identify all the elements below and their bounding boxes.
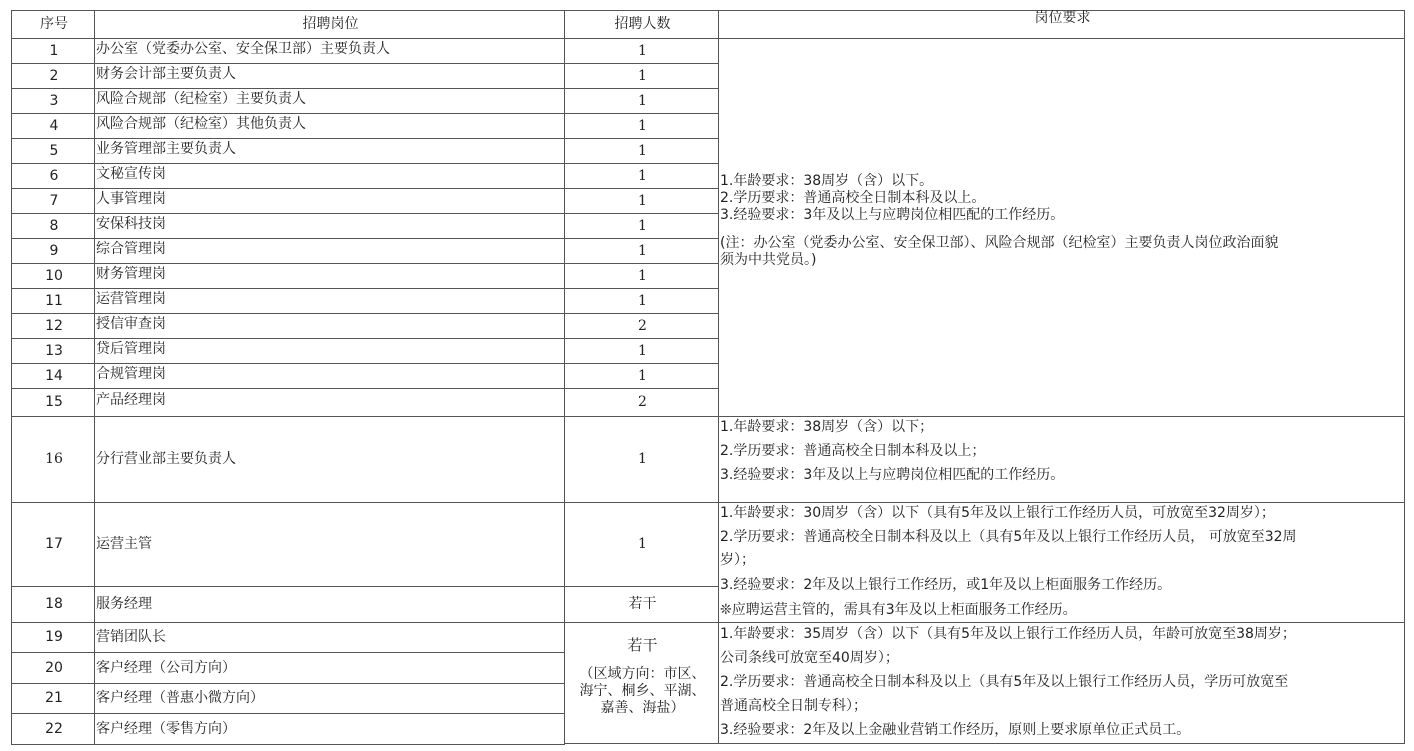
position-name: 业务管理部主要负责人 (96, 141, 236, 157)
row-position-cell (94, 88, 565, 114)
column-header: 招聘岗位 (302, 16, 359, 32)
row-number: 1 (49, 43, 59, 59)
headcount: 1 (638, 243, 647, 259)
row-count-cell (564, 163, 719, 189)
row-no-cell (11, 163, 95, 189)
row-number: 21 (45, 690, 63, 706)
row-count-cell (564, 502, 719, 587)
row-position-cell (94, 683, 565, 714)
requirements-cell-16 (718, 416, 1405, 503)
column-header: 招聘人数 (614, 16, 671, 32)
row-count-cell (564, 238, 719, 264)
header-count (564, 10, 719, 39)
position-name: 客户经理（公司方向） (96, 660, 236, 676)
position-name: 合规管理岗 (96, 366, 166, 382)
row-count-cell (564, 313, 719, 339)
req-experience: 3.经验要求：3年及以上与应聘岗位相匹配的工作经历。 (720, 207, 1065, 223)
headcount: 2 (638, 318, 647, 334)
headcount: 若干 (628, 596, 657, 612)
row-number: 6 (49, 168, 59, 184)
row-position-cell (94, 138, 565, 164)
headcount: 1 (638, 168, 647, 184)
position-name: 综合管理岗 (96, 241, 166, 257)
row-position-cell (94, 586, 565, 623)
headcount: 1 (638, 268, 647, 284)
position-name: 财务管理岗 (96, 266, 166, 282)
row-count-cell (564, 416, 719, 503)
headcount: 1 (638, 293, 647, 309)
row-count-cell (564, 88, 719, 114)
position-name: 授信审查岗 (96, 316, 166, 332)
row-count-cell (564, 338, 719, 364)
row-count-cell (564, 138, 719, 164)
row-no-cell (11, 138, 95, 164)
row-position-cell (94, 38, 565, 64)
req-education: 2.学历要求：普通高校全日制本科及以上。 (720, 190, 986, 206)
row-count-cell (564, 38, 719, 64)
row-number: 8 (49, 218, 59, 234)
req-education-cont: 普通高校全日制专科）； (720, 698, 867, 714)
req-education: 2.学历要求：普通高校全日制本科及以上（具有5年及以上银行工作经历人员， 可放宽至32周 (720, 529, 1297, 545)
headcount: 2 (638, 394, 647, 410)
position-name: 文秘宣传岗 (96, 166, 166, 182)
row-count-cell (564, 113, 719, 139)
requirements-cell-19-22 (718, 622, 1405, 744)
row-number: 15 (45, 394, 63, 410)
row-no-cell (11, 113, 95, 139)
row-position-cell (94, 213, 565, 239)
row-number: 7 (49, 193, 59, 209)
header-no (11, 10, 95, 39)
position-name: 贷后管理岗 (96, 341, 166, 357)
row-position-cell (94, 63, 565, 89)
req-note: (注：办公室（党委办公室、安全保卫部）、风险合规部（纪检室）主要负责人岗位政治面貌 (720, 235, 1279, 251)
position-name: 风险合规部（纪检室）其他负责人 (96, 116, 306, 132)
row-number: 4 (49, 118, 59, 134)
row-number: 14 (45, 368, 63, 384)
header-position (94, 10, 565, 39)
row-number: 20 (45, 660, 63, 676)
row-number: 3 (49, 93, 59, 109)
headcount: 1 (638, 68, 647, 84)
row-no-cell (11, 213, 95, 239)
row-number: 11 (45, 293, 63, 309)
row-number: 12 (45, 318, 63, 334)
headcount: 1 (638, 118, 647, 134)
row-number: 10 (45, 268, 63, 284)
req-experience: 3.经验要求：3年及以上与应聘岗位相匹配的工作经历。 (720, 467, 1065, 483)
row-position-cell (94, 288, 565, 314)
row-number: 18 (45, 596, 63, 612)
row-number: 13 (45, 343, 63, 359)
row-no-cell (11, 38, 95, 64)
req-age: 1.年龄要求：30周岁（含）以下（具有5年及以上银行工作经历人员，可放宽至32周岁）； (720, 505, 1275, 521)
row-no-cell (11, 238, 95, 264)
row-position-cell (94, 163, 565, 189)
position-name: 服务经理 (96, 596, 152, 612)
req-education-cont: 岁）； (720, 552, 755, 568)
count-cell-19-22 (564, 622, 719, 744)
headcount: 1 (638, 43, 647, 59)
position-name: 客户经理（普惠小微方向） (96, 690, 264, 706)
row-no-cell (11, 313, 95, 339)
headcount: 1 (638, 143, 647, 159)
headcount: 1 (638, 536, 647, 552)
row-count-cell (564, 213, 719, 239)
req-education: 2.学历要求：普通高校全日制本科及以上（具有5年及以上银行工作经历人员，学历可放宽至 (720, 674, 1289, 690)
req-note: ❊应聘运营主管的，需具有3年及以上柜面服务工作经历。 (720, 602, 1077, 618)
position-name: 人事管理岗 (96, 191, 166, 207)
requirements-cell-1-15 (718, 38, 1405, 417)
position-name: 运营管理岗 (96, 291, 166, 307)
row-number: 2 (49, 68, 59, 84)
row-position-cell (94, 388, 565, 417)
headcount: 1 (638, 93, 647, 109)
row-no-cell (11, 388, 95, 417)
row-number: 22 (45, 721, 63, 737)
row-position-cell (94, 502, 565, 587)
row-number: 9 (49, 243, 59, 259)
position-name: 产品经理岗 (96, 392, 166, 408)
row-count-cell (564, 388, 719, 417)
row-count-cell (564, 63, 719, 89)
row-no-cell (11, 63, 95, 89)
row-position-cell (94, 263, 565, 289)
row-number: 16 (45, 451, 63, 467)
row-no-cell (11, 88, 95, 114)
row-no-cell (11, 263, 95, 289)
row-position-cell (94, 113, 565, 139)
position-name: 客户经理（零售方向） (96, 721, 236, 737)
headcount: 1 (638, 368, 647, 384)
position-name: 办公室（党委办公室、安全保卫部）主要负责人 (96, 41, 390, 57)
row-position-cell (94, 713, 565, 745)
req-experience: 3.经验要求：2年及以上银行工作经历，或1年及以上柜面服务工作经历。 (720, 577, 1172, 593)
row-count-cell (564, 363, 719, 389)
req-experience: 3.经验要求：2年及以上金融业营销工作经历，原则上要求原单位正式员工。 (720, 722, 1191, 738)
headcount: 1 (638, 451, 647, 467)
row-position-cell (94, 338, 565, 364)
count-note: （区域方向：市区、 (579, 666, 706, 682)
column-header: 岗位要求 (1034, 10, 1091, 26)
headcount: 1 (638, 343, 647, 359)
row-position-cell (94, 622, 565, 653)
row-position-cell (94, 313, 565, 339)
row-no-cell (11, 188, 95, 214)
row-no-cell (11, 338, 95, 364)
row-number: 19 (45, 629, 63, 645)
row-no-cell (11, 502, 95, 587)
row-no-cell (11, 652, 95, 684)
position-name: 营销团队长 (96, 629, 166, 645)
row-no-cell (11, 363, 95, 389)
row-number: 5 (49, 143, 59, 159)
row-count-cell (564, 263, 719, 289)
header-requirements (718, 10, 1405, 39)
position-name: 安保科技岗 (96, 216, 166, 232)
req-note-cont: 须为中共党员。) (720, 252, 817, 268)
count-note: 嘉善、海盐） (600, 700, 685, 716)
row-position-cell (94, 652, 565, 684)
req-age: 1.年龄要求：38周岁（含）以下。 (720, 173, 934, 189)
row-position-cell (94, 188, 565, 214)
row-position-cell (94, 416, 565, 503)
position-name: 财务会计部主要负责人 (96, 66, 236, 82)
row-number: 17 (45, 536, 63, 552)
row-no-cell (11, 288, 95, 314)
row-no-cell (11, 683, 95, 714)
req-age-cont: 公司条线可放宽至40周岁）； (720, 650, 899, 666)
headcount: 1 (638, 193, 647, 209)
count-value: 若干 (627, 636, 658, 654)
req-age: 1.年龄要求：38周岁（含）以下； (720, 419, 934, 435)
position-name: 运营主管 (96, 536, 152, 552)
row-no-cell (11, 713, 95, 745)
row-count-cell (564, 288, 719, 314)
row-position-cell (94, 238, 565, 264)
req-age: 1.年龄要求：35周岁（含）以下（具有5年及以上银行工作经历人员，年龄可放宽至38周岁； (720, 626, 1296, 642)
req-education: 2.学历要求：普通高校全日制本科及以上； (720, 443, 986, 459)
position-name: 风险合规部（纪检室）主要负责人 (96, 91, 306, 107)
row-count-cell (564, 586, 719, 623)
row-count-cell (564, 188, 719, 214)
row-no-cell (11, 586, 95, 623)
column-header: 序号 (40, 16, 68, 32)
row-no-cell (11, 416, 95, 503)
headcount: 1 (638, 218, 647, 234)
requirements-cell-17-18 (718, 502, 1405, 623)
count-note: 海宁、桐乡、平湖、 (579, 683, 706, 699)
row-no-cell (11, 622, 95, 653)
row-position-cell (94, 363, 565, 389)
position-name: 分行营业部主要负责人 (96, 451, 236, 467)
